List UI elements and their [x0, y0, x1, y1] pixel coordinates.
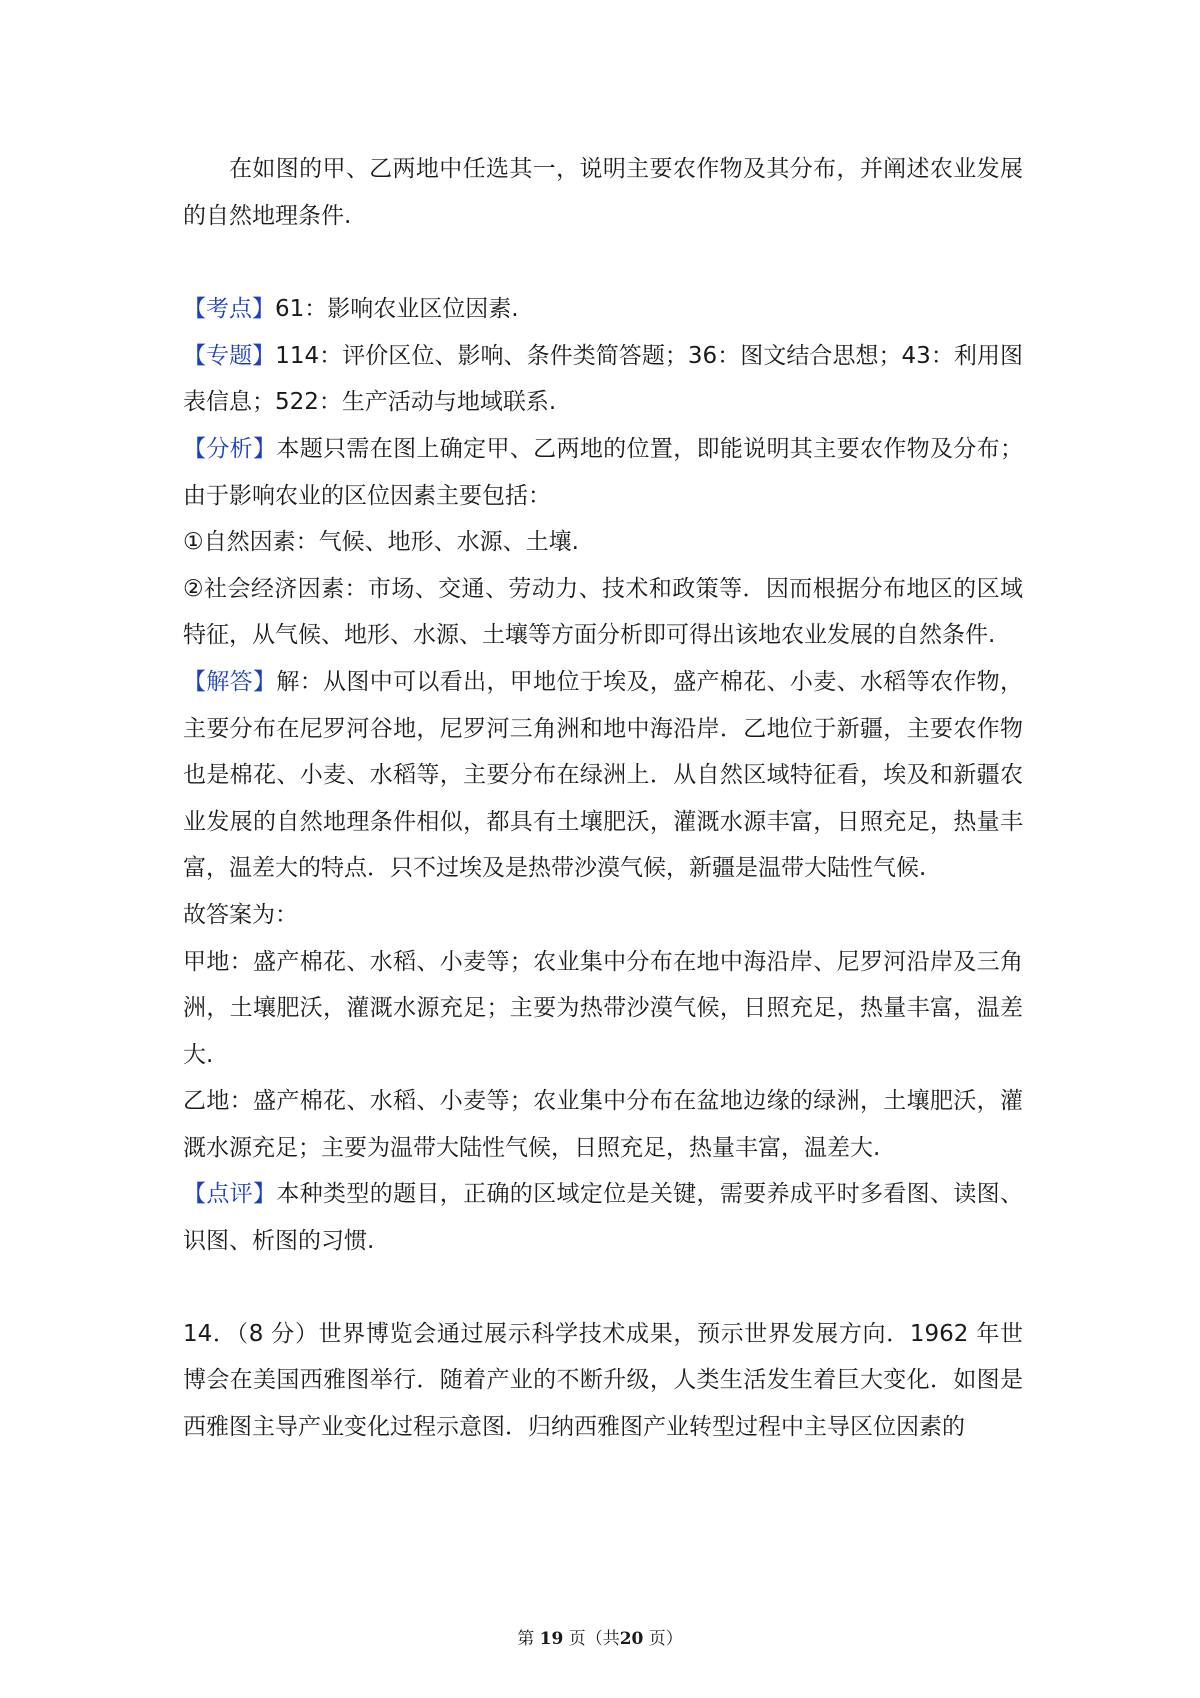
footer-page-number: 19 [539, 1629, 564, 1649]
zhuanti-text: 114：评价区位、影响、条件类简答题；36：图文结合思想；43：利用图表信息；522：生产活动与地域联系. [183, 342, 1024, 416]
answer-intro: 故答案为： [183, 901, 298, 928]
footer-prefix: 第 [517, 1629, 535, 1649]
footer-middle: 页（共 [568, 1629, 620, 1649]
kaodian-text: 61：影响农业区位因素. [275, 296, 519, 323]
section-dianping [183, 1171, 1023, 1264]
footer-suffix: 页） [648, 1629, 683, 1649]
dianping-tag: 【点评】 [183, 1181, 277, 1208]
jieda-tag: 【解答】 [183, 668, 277, 695]
section-jieda [183, 659, 1023, 892]
dianping-text: 本种类型的题目，正确的区域定位是关键，需要养成平时多看图、读图、识图、析图的习惯. [183, 1181, 1024, 1255]
page-footer [0, 1624, 1200, 1649]
fenxi-tag: 【分析】 [183, 435, 277, 462]
fenxi-item-social: ②社会经济因素：市场、交通、劳动力、技术和政策等．因而根据分布地区的区域特征，从气候、地形、水源、土壤等方面分析即可得出该地农业发展的自然条件. [183, 575, 1023, 649]
answer-yi: 乙地：盛产棉花、水稻、小麦等；农业集中分布在盆地边缘的绿洲，土壤肥沃，灌溉水源充足；主要为温带大陆性气候，日照充足，热量丰富，温差大. [183, 1088, 1023, 1161]
question-intro: 在如图的甲、乙两地中任选其一，说明主要农作物及其分布，并阐述农业发展的自然地理条件. [183, 156, 1023, 229]
fenxi-text: 本题只需在图上确定甲、乙两地的位置，即能说明其主要农作物及分布；由于影响农业的区位因素主要包括： [183, 435, 1024, 509]
section-fenxi [183, 426, 1023, 519]
section-kaodian [183, 286, 1023, 333]
answer-jia: 甲地：盛产棉花、水稻、小麦等；农业集中分布在地中海沿岸、尼罗河沿岸及三角洲，土壤肥沃，灌溉水源充足；主要为热带沙漠气候，日照充足，热量丰富，温差大. [183, 948, 1023, 1068]
fenxi-item-natural: ①自然因素：气候、地形、水源、土壤. [183, 529, 579, 556]
section-zhuanti [183, 333, 1023, 426]
footer-total-pages: 20 [619, 1629, 644, 1649]
zhuanti-tag: 【专题】 [183, 342, 276, 369]
kaodian-tag: 【考点】 [183, 296, 275, 323]
question-14: 14．（8 分）世界博览会通过展示科学技术成果，预示世界发展方向．1962 年世博会在美国西雅图举行．随着产业的不断升级，人类生活发生着巨大变化．如图是西雅图主导产业变化过程示意图．归纳西雅图产业转型过程中主导区位因素的 [183, 1320, 1023, 1440]
jieda-text: 解：从图中可以看出，甲地位于埃及，盛产棉花、小麦、水稻等农作物，主要分布在尼罗河谷地，尼罗河三角洲和地中海沿岸．乙地位于新疆，主要农作物也是棉花、小麦、水稻等，主要分布在绿洲上．从自然区域特征看，埃及和新疆农业发展的自然地理条件相似，都具有土壤肥沃，灌溉水源丰富，日照充足，热量丰富，温差大的特点．只不过埃及是热带沙漠气候，新疆是温带大陆性气候. [183, 668, 1024, 882]
document-body [183, 146, 1023, 1450]
